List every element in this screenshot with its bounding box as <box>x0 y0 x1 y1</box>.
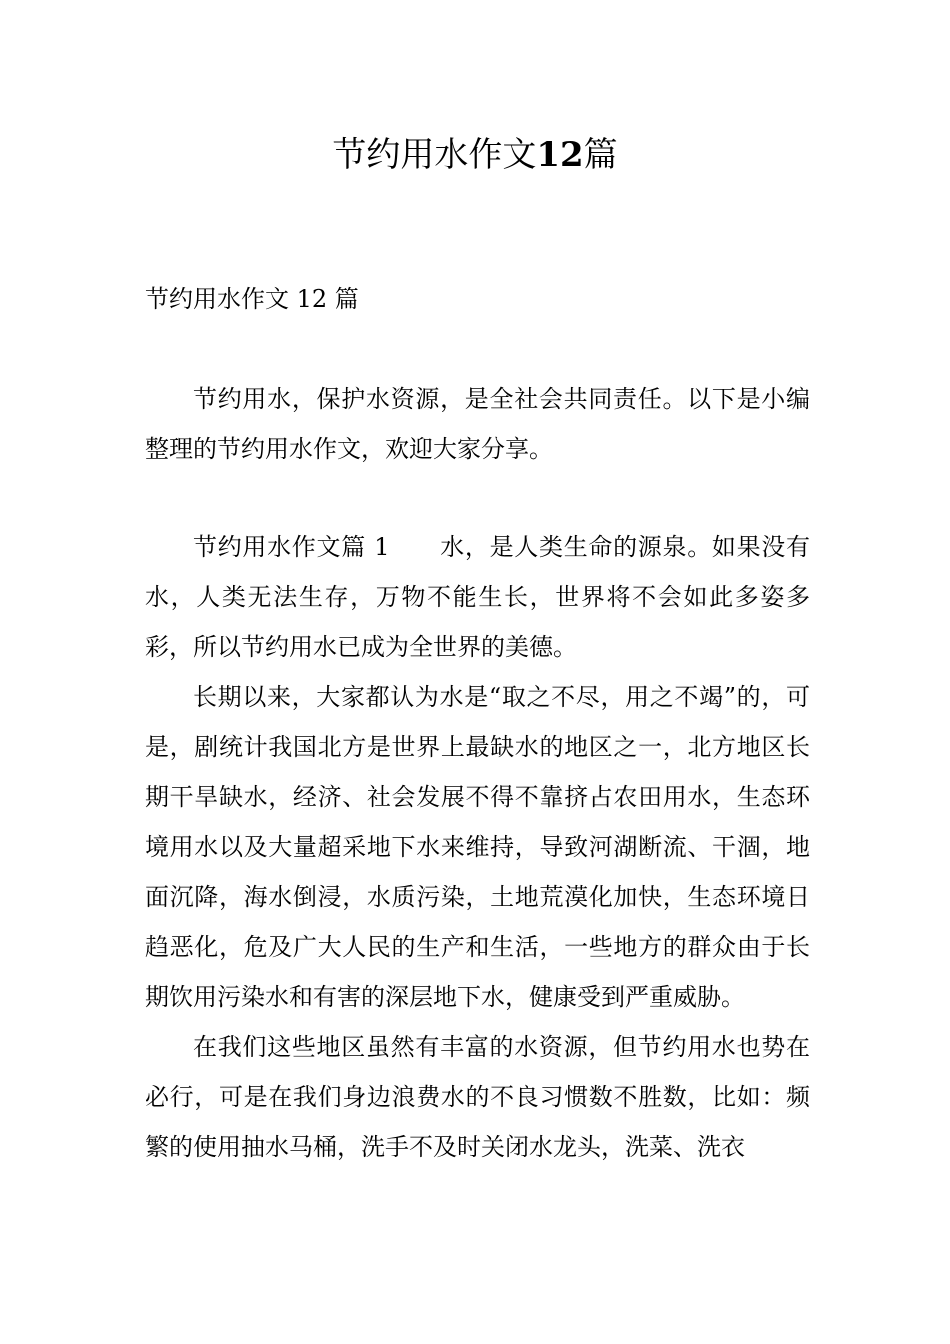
document-title <box>0 133 950 177</box>
intro-paragraph: 节约用水，保护水资源，是全社会共同责任。以下是小编整理的节约用水作文，欢迎大家分享。 <box>145 385 810 463</box>
section-1-heading: 节约用水作文篇 1 <box>193 533 390 561</box>
title-prefix: 节约用水作文 <box>332 135 537 175</box>
section-1-paragraph-3: 在我们这些地区虽然有丰富的水资源，但节约用水也势在必行，可是在我们身边浪费水的不良习惯数不胜数，比如：频繁的使用抽水马桶，洗手不及时关闭水龙头，洗菜、洗衣 <box>145 1033 810 1161</box>
section-1-paragraph-1-text: 水，是人类生命的源泉。如果没有水，人类无法生存，万物不能生长，世界将不会如此多姿多彩，所以节约用水已成为全世界的美德。 <box>145 533 810 661</box>
section-1-paragraph-1 <box>145 522 810 672</box>
document-subtitle: 节约用水作文 12 篇 <box>145 285 359 313</box>
title-suffix: 篇 <box>583 135 618 175</box>
section-1 <box>145 522 810 1172</box>
section-1-paragraph-2: 长期以来，大家都认为水是“取之不尽，用之不竭”的，可是，剧统计我国北方是世界上最缺水的地区之一，北方地区长期干旱缺水，经济、社会发展不得不靠挤占农田用水，生态环境用水以及大量超采地下水来维持，导致河湖断流、干涸，地面沉降，海水倒浸，水质污染，土地荒漠化加快，生态环境日趋恶化，危及广大人民的生产和生活，一些地方的群众由于长期饮用污染水和有害的深层地下水，健康受到严重威胁。 <box>145 683 810 1011</box>
title-number: 12 <box>536 135 584 175</box>
